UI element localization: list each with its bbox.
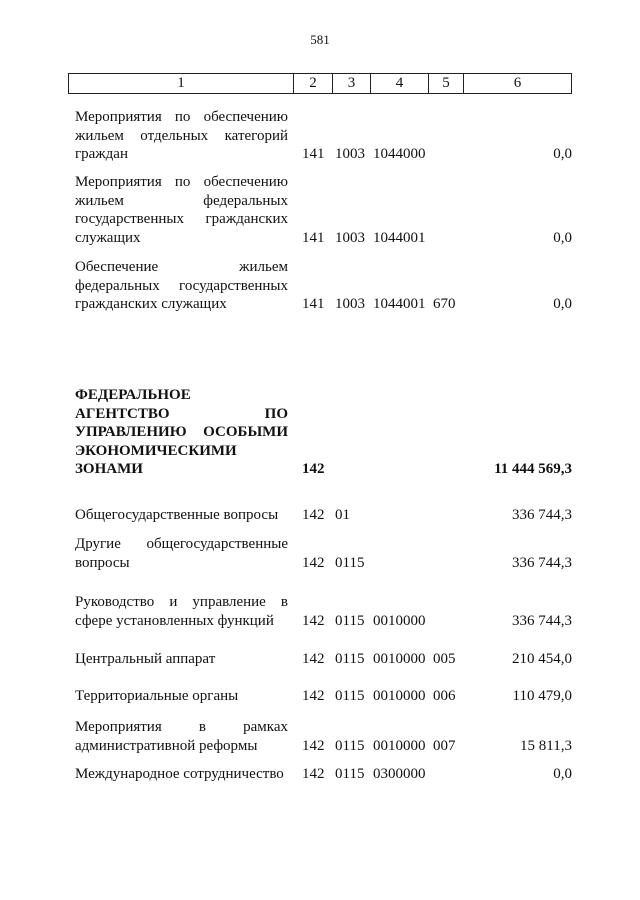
- table-row: [75, 108, 572, 164]
- header-col-4: 4: [371, 74, 429, 93]
- row-c3: 1003: [335, 229, 365, 246]
- row-c3: 0115: [335, 766, 365, 782]
- row-c2: 141: [302, 296, 325, 312]
- row-c3: 0115: [335, 688, 365, 704]
- row-c4: 1044001: [373, 296, 426, 312]
- row-c5: 006: [433, 688, 456, 704]
- row-c6: 0,0: [553, 766, 572, 782]
- row-description: Территориальные органы: [75, 688, 239, 704]
- row-c6: 0,0: [553, 296, 572, 312]
- row-c5: 007: [433, 737, 456, 754]
- row-c6: 110 479,0: [512, 688, 572, 704]
- row-c6: 0,0: [553, 229, 572, 246]
- row-description: Центральный аппарат: [75, 651, 216, 667]
- table-row: [75, 650, 572, 669]
- row-description: Руководство и управление в сфере установленных функций: [75, 594, 288, 629]
- row-c3: 1003: [335, 146, 365, 162]
- row-c2: 142: [302, 737, 325, 754]
- row-c6: 210 454,0: [512, 651, 572, 667]
- table-row: [75, 506, 572, 525]
- row-description: Общегосударственные вопросы: [75, 507, 279, 523]
- row-c2: 141: [302, 146, 325, 162]
- row-c3: 0115: [335, 737, 365, 754]
- row-c4: 0010000: [373, 651, 426, 667]
- row-c2: 142: [302, 554, 325, 571]
- row-c2: 142: [302, 766, 325, 782]
- row-c4: 0010000: [373, 612, 426, 629]
- header-col-1: 1: [69, 74, 294, 93]
- table-row: [75, 593, 572, 630]
- header-col-2: 2: [294, 74, 333, 93]
- page-number: 581: [310, 32, 330, 47]
- row-c2: 142: [302, 651, 325, 667]
- row-c6: 0,0: [553, 146, 572, 162]
- row-c2: 142: [302, 461, 325, 477]
- row-c6: 11 444 569,3: [494, 461, 572, 477]
- row-c2: 142: [302, 688, 325, 704]
- table-row: [75, 718, 572, 755]
- row-description: Международное сотрудничество: [75, 766, 284, 782]
- table-row: [75, 258, 572, 314]
- header-col-5: 5: [429, 74, 464, 93]
- row-c3: 01: [335, 507, 350, 523]
- row-description: Обеспечение жильем федеральных государственных гражданских служащих: [75, 259, 288, 312]
- row-c4: 0010000: [373, 737, 426, 754]
- row-c4: 0010000: [373, 688, 426, 704]
- row-c4: 1044000: [373, 146, 426, 162]
- row-description: Мероприятия по обеспечению жильем отдельных категорий граждан: [75, 109, 288, 162]
- header-col-3: 3: [333, 74, 371, 93]
- row-c5: 005: [433, 651, 456, 667]
- row-c5: 670: [433, 296, 456, 312]
- table-header: [68, 73, 572, 94]
- row-description: Мероприятия по обеспечению жильем федеральных государственных гражданских служащих: [75, 174, 288, 246]
- table-row: [75, 173, 572, 247]
- row-description: Мероприятия в рамках административной реформы: [75, 719, 288, 754]
- row-c3: 1003: [335, 296, 365, 312]
- row-description: Другие общегосударственные вопросы: [75, 536, 288, 571]
- row-c2: 142: [302, 507, 325, 523]
- row-c3: 0115: [335, 612, 365, 629]
- row-c3: 0115: [335, 651, 365, 667]
- row-c3: 0115: [335, 554, 365, 571]
- header-col-6: 6: [513, 75, 522, 91]
- table-row: [75, 765, 572, 784]
- table-row: [75, 687, 572, 706]
- row-c6: 336 744,3: [512, 554, 572, 571]
- row-c4: 1044001: [373, 229, 426, 246]
- table-row: [75, 386, 572, 479]
- row-c6: 336 744,3: [512, 612, 572, 629]
- row-description: ФЕДЕРАЛЬНОЕ АГЕНТСТВО ПО УПРАВЛЕНИЮ ОСОБЫМИ ЭКОНОМИЧЕСКИМИ ЗОНАМИ: [75, 387, 288, 477]
- row-c2: 142: [302, 612, 325, 629]
- row-c6: 336 744,3: [512, 507, 572, 523]
- table-row: [75, 535, 572, 572]
- row-c4: 0300000: [373, 766, 426, 782]
- row-c6: 15 811,3: [520, 737, 572, 754]
- row-c2: 141: [302, 229, 325, 246]
